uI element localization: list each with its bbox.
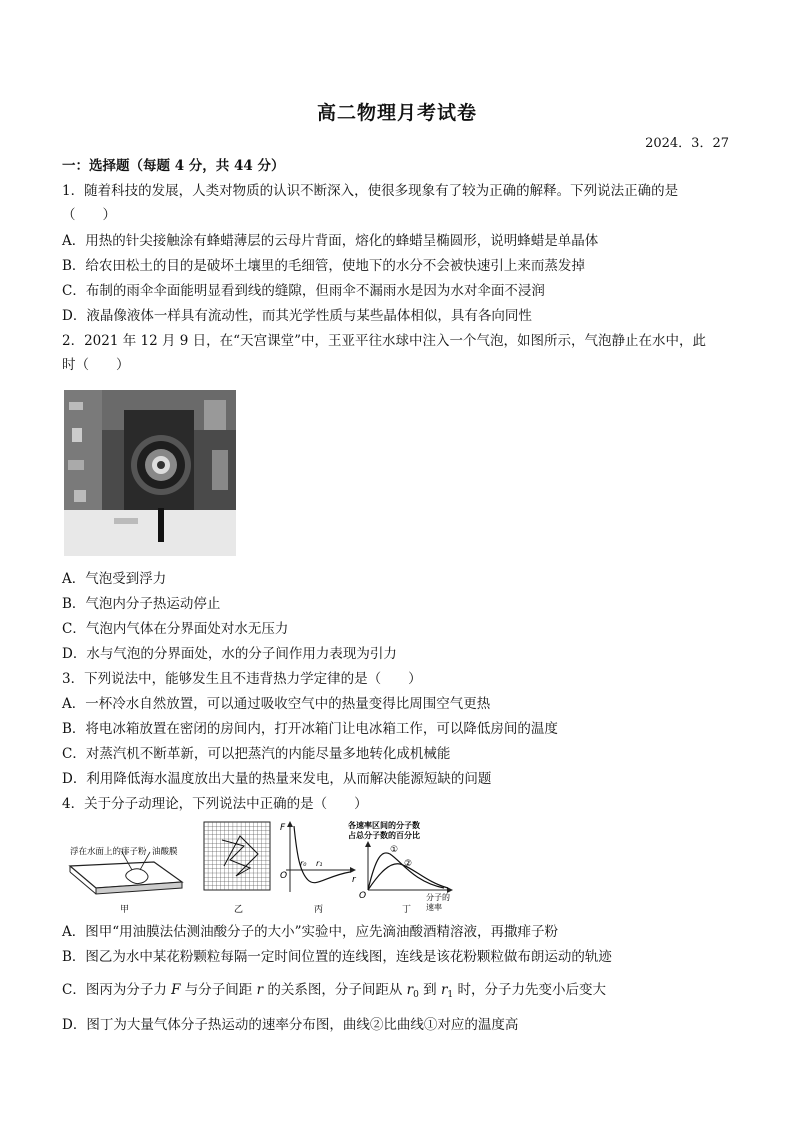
question-3-stem: 3．下列说法中，能够发生且不违背热力学定律的是（ ） (62, 671, 422, 687)
question-4-option-c (62, 980, 734, 1005)
figure-yi-label: 乙 (234, 905, 244, 915)
option-c-f: F (171, 982, 181, 998)
figure-bing-r1: r₁ (316, 859, 323, 868)
figure-ding-o: O (359, 891, 367, 901)
option-c-text-3: 的关系图，分子间距从 (263, 982, 407, 998)
question-3-option-b: B．将电冰箱放置在密闭的房间内，打开冰箱门让电冰箱工作，可以降低房间的温度 (62, 721, 558, 737)
question-4-option-a: A．图甲“用油膜法估测油酸分子的大小”实验中，应先滴油酸酒精溶液，再撒痱子粉 (62, 924, 559, 940)
option-c-text-4: 到 (418, 982, 441, 998)
figure-bing-r0: r₀ (300, 859, 307, 868)
option-c-r1: r (440, 982, 448, 998)
figure-jia-label: 甲 (120, 905, 130, 915)
question-1-option-a: A．用热的针尖接触涂有蜂蜡薄层的云母片背面，熔化的蜂蜡呈椭圆形，说明蜂蜡是单晶体 (62, 233, 599, 249)
section-heading: 一：选择题（每题 4 分，共 44 分） (62, 158, 285, 174)
question-4-option-b: B．图乙为水中某花粉颗粒每隔一定时间位置的连线图，连线是该花粉颗粒做布朗运动的轨迹 (62, 949, 612, 965)
figure-ding-xlabel2: 速率 (426, 903, 442, 912)
space-station-photo (64, 390, 236, 556)
question-3-option-c: C．对蒸汽机不断革新，可以把蒸汽的内能尽量多地转化成机械能 (62, 746, 451, 762)
figure-bing (280, 821, 357, 915)
page-title: 高二物理月考试卷 (316, 102, 477, 124)
question-4-stem: 4．关于分子动理论，下列说法中正确的是（ ） (62, 796, 368, 812)
figure-jia-text2: 油酸膜 (152, 847, 178, 857)
figure-bing-label: 丙 (314, 905, 324, 915)
figure-ding-curve1: ① (390, 845, 399, 855)
figure-bing-f: F (280, 823, 286, 833)
option-c-r0-sub: 0 (413, 990, 419, 1000)
question-4-figures (64, 816, 464, 916)
exam-date: 2024．3．27 (645, 136, 729, 151)
figure-jia-text1: 浮在水面上的痱子粉 (70, 847, 147, 857)
question-4-option-d: D．图丁为大量气体分子热运动的速率分布图，曲线②比曲线①对应的温度高 (62, 1017, 519, 1033)
option-c-r1-sub: 1 (447, 990, 454, 1000)
question-2-option-a: A．气泡受到浮力 (62, 571, 167, 587)
question-2-option-d: D．水与气泡的分界面处，水的分子间作用力表现为引力 (62, 646, 397, 662)
question-1-option-b: B．给农田松土的目的是破坏土壤里的毛细管，使地下的水分不会被快速引上来而蒸发掉 (62, 258, 585, 274)
figure-ding-title1: 各速率区间的分子数 (348, 821, 420, 830)
question-3-option-a: A．一杯冷水自然放置，可以通过吸收空气中的热量变得比周围空气更热 (62, 696, 491, 712)
figure-yi (204, 822, 270, 915)
question-2-option-b: B．气泡内分子热运动停止 (62, 596, 221, 612)
figure-bing-o: O (280, 871, 288, 881)
question-1-option-d: D．液晶像液体一样具有流动性，而其光学性质与某些晶体相似，具有各向同性 (62, 308, 532, 324)
option-c-text-5: 时，分子力先变小后变大 (453, 982, 606, 998)
question-2-stem: 2．2021 年 12 月 9 日，在“天宫课堂”中，王亚平往水球中注入一个气泡，如图所示，气泡静止在水中，此 (62, 333, 706, 349)
option-c-r: r (256, 982, 264, 998)
figure-ding-curve2: ② (404, 859, 413, 869)
figure-ding (348, 820, 453, 915)
option-c-text-1: C．图丙为分子力 (62, 982, 172, 998)
question-2-stem-cont: 时（ ） (62, 357, 130, 373)
figure-jia (70, 846, 182, 915)
figure-ding-label: 丁 (402, 905, 412, 915)
question-1-option-c: C．布制的雨伞伞面能明显看到线的缝隙，但雨伞不漏雨水是因为水对伞面不浸润 (62, 283, 545, 299)
question-1-stem-cont: （ ） (62, 207, 116, 223)
option-c-r0: r (406, 982, 414, 998)
question-3-option-d: D．利用降低海水温度放出大量的热量来发电，从而解决能源短缺的问题 (62, 771, 492, 787)
figure-bing-r: r (352, 875, 356, 885)
option-c-text-2: 与分子间距 (180, 982, 257, 998)
figure-ding-title2: 占总分子数的百分比 (348, 831, 420, 840)
question-2-option-c: C．气泡内气体在分界面处对水无压力 (62, 621, 289, 637)
figure-ding-xlabel1: 分子的 (426, 893, 450, 902)
question-1-stem: 1．随着科技的发展，人类对物质的认识不断深入，使很多现象有了较为正确的解释。下列说法正确的是 (62, 183, 679, 199)
